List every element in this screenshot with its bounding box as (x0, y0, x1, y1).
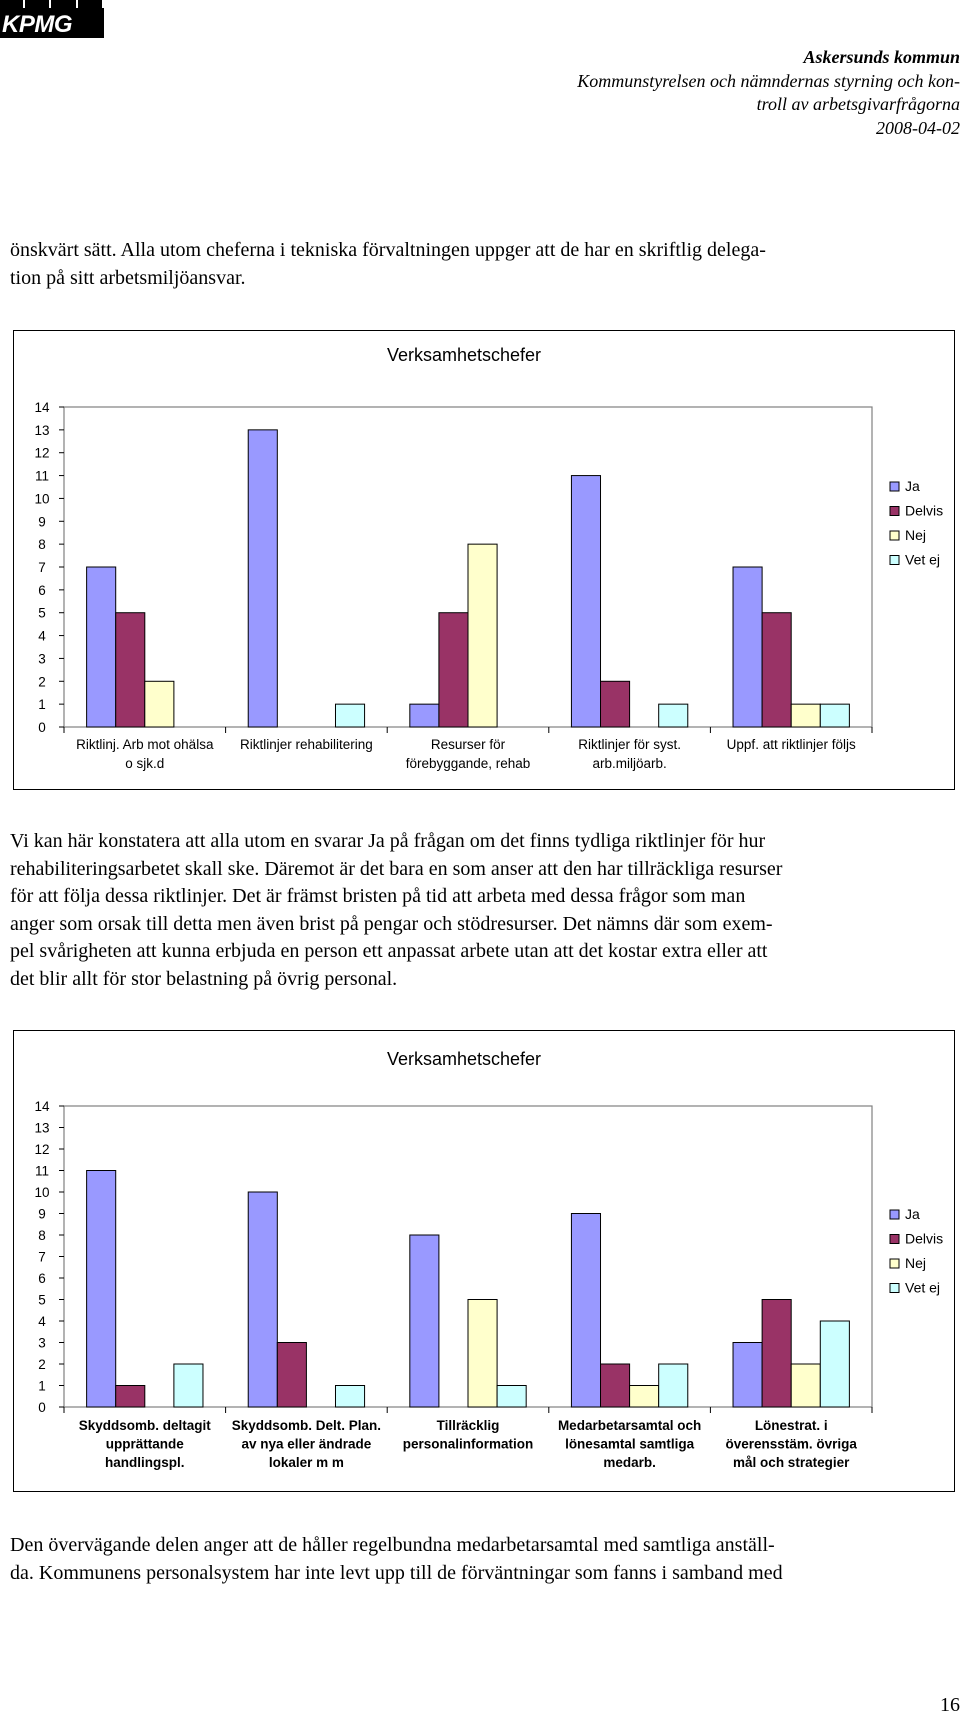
y-tick-label: 2 (38, 1357, 46, 1372)
bar (116, 613, 145, 727)
y-tick-label: 3 (38, 1335, 46, 1351)
y-tick-label: 2 (38, 674, 46, 690)
subtitle-line-2: troll av arbetsgivarfrågorna (756, 94, 960, 114)
bar (410, 1235, 439, 1407)
chart-1 (13, 330, 955, 790)
paragraph-line: pel svårigheten att kunna erbjuda en person ett anpassat arbete utan att det kostar extra eller att (10, 940, 768, 963)
y-tick-label: 7 (38, 1249, 46, 1265)
legend-swatch (890, 1284, 899, 1293)
bar (659, 1364, 688, 1407)
bar (791, 1364, 820, 1407)
category-label: o sjk.d (125, 756, 165, 771)
y-tick-label: 7 (38, 560, 46, 575)
legend-swatch (890, 1259, 899, 1268)
y-tick-label: 9 (38, 1206, 46, 1222)
bar (439, 613, 468, 727)
paragraph-line: anger som orsak till detta men även brist på pengar och stödresurser. Det nämns där som exem- (10, 912, 773, 935)
logo-blocks (0, 0, 104, 8)
bar (497, 1386, 526, 1408)
category-label: upprättande (105, 1436, 184, 1452)
chart-1-svg (14, 331, 954, 789)
bar (820, 1321, 849, 1407)
bar (659, 704, 688, 727)
y-tick-label: 0 (38, 720, 46, 735)
y-tick-label: 12 (34, 1142, 50, 1157)
category-label: Skyddsomb. deltagit (78, 1418, 211, 1433)
category-label: Uppf. att riktlinjer följs (726, 737, 856, 752)
category-label: mål och strategier (733, 1455, 850, 1470)
bar (630, 1386, 659, 1408)
legend-swatch (890, 482, 899, 491)
bar (248, 1192, 277, 1407)
legend-swatch (890, 556, 899, 565)
y-tick-label: 4 (38, 628, 46, 644)
paragraph-line: tion på sitt arbetsmiljöansvar. (10, 266, 246, 289)
legend-label: Delvis (905, 502, 944, 519)
y-tick-label: 1 (38, 697, 46, 713)
bar (335, 1386, 364, 1408)
y-tick-label: 4 (38, 1314, 46, 1329)
legend-label: Nej (905, 1255, 927, 1271)
category-label: Tillräcklig (436, 1418, 500, 1433)
paragraph-3 (10, 1532, 952, 1587)
category-label: arb.miljöarb. (592, 756, 667, 771)
y-tick-label: 11 (34, 468, 50, 484)
legend-label: Vet ej (905, 551, 941, 568)
legend-swatch (890, 507, 899, 516)
organization-name: Askersunds kommun (803, 47, 960, 67)
y-tick-label: 14 (34, 400, 50, 415)
y-tick-label: 6 (38, 582, 46, 598)
category-label: lokaler m m (268, 1455, 344, 1470)
legend-swatch (890, 1210, 899, 1219)
bar (116, 1386, 145, 1408)
kpmg-logo (0, 0, 104, 38)
legend-label: Ja (905, 1206, 920, 1222)
bar (277, 1343, 306, 1408)
chart-2 (13, 1030, 955, 1492)
y-tick-label: 12 (34, 445, 50, 461)
bar (87, 567, 116, 727)
y-tick-label: 10 (34, 491, 50, 507)
y-tick-label: 9 (38, 514, 46, 530)
paragraph-line: önskvärt sätt. Alla utom cheferna i tekniska förvaltningen uppger att de har en skriftlig delega- (10, 239, 766, 261)
y-tick-label: 13 (34, 422, 50, 438)
bar (762, 613, 791, 727)
bar (335, 704, 364, 727)
category-label: av nya eller ändrade (241, 1436, 372, 1452)
legend-swatch (890, 531, 899, 540)
page-number: 16 (940, 1694, 960, 1716)
category-label: Riktlinj. Arb mot ohälsa (76, 737, 214, 752)
category-label: Riktlinjer för syst. (578, 737, 681, 752)
y-tick-label: 3 (38, 651, 46, 667)
bar (145, 681, 174, 727)
category-label: Medarbetarsamtal och (557, 1418, 702, 1433)
category-label: överensstäm. övriga (725, 1436, 857, 1452)
bar (248, 430, 277, 727)
category-label: förebyggande, rehab (405, 756, 531, 771)
y-tick-label: 8 (38, 537, 46, 553)
legend-label: Nej (905, 527, 927, 543)
paragraph-line: det blir allt för stor belastning på övrig personal. (10, 967, 398, 990)
bar (601, 681, 630, 727)
y-tick-label: 10 (34, 1185, 50, 1200)
category-label: Riktlinjer rehabilitering (239, 737, 373, 752)
bar (820, 704, 849, 727)
y-tick-label: 5 (38, 605, 46, 621)
chart-title: Verksamhetschefer (386, 1049, 542, 1069)
paragraph-1 (10, 237, 952, 292)
category-label: personalinformation (402, 1436, 534, 1452)
y-tick-label: 8 (38, 1228, 46, 1243)
bar (87, 1171, 116, 1408)
page-header (500, 46, 960, 140)
bar (174, 1364, 203, 1407)
paragraph-line: Vi kan här konstatera att alla utom en svarar Ja på frågan om det finns tydliga riktlinjer för hur (10, 830, 766, 852)
subtitle-line-1: Kommunstyrelsen och nämndernas styrning och kon- (577, 70, 960, 91)
y-tick-label: 0 (38, 1400, 46, 1415)
report-date: 2008-04-02 (876, 117, 960, 138)
legend-swatch (890, 1235, 899, 1244)
bar (571, 476, 600, 727)
bar (791, 704, 820, 727)
category-label: handlingspl. (105, 1455, 185, 1470)
y-tick-label: 5 (38, 1292, 46, 1308)
bar (571, 1214, 600, 1408)
bar (733, 567, 762, 727)
y-tick-label: 14 (34, 1099, 50, 1114)
paragraph-line: Den övervägande delen anger att de håller regelbundna medarbetarsamtal med samtliga anställ- (10, 1534, 775, 1556)
paragraph-line: rehabiliteringsarbetet skall ske. Däremot är det bara en som anser att den har tillräckliga resurser (10, 857, 783, 880)
bar (733, 1343, 762, 1408)
bar (410, 704, 439, 727)
logo-text: KPMG (2, 11, 72, 38)
chart-2-svg (14, 1031, 954, 1491)
legend-label: Ja (905, 478, 920, 494)
category-label: Resurser för (430, 737, 506, 752)
legend-label: Vet ej (905, 1279, 941, 1296)
paragraph-line: för att följa dessa riktlinjer. Det är främst bristen på tid att arbeta med dessa frågor som man (10, 885, 746, 908)
y-tick-label: 1 (38, 1378, 46, 1394)
y-tick-label: 11 (34, 1163, 50, 1179)
category-label: lönesamtal samtliga (565, 1436, 695, 1452)
y-tick-label: 13 (34, 1120, 50, 1136)
paragraph-line: da. Kommunens personalsystem har inte levt upp till de förväntningar som fanns i samband med (10, 1561, 783, 1584)
bar (762, 1300, 791, 1408)
y-tick-label: 6 (38, 1271, 46, 1286)
category-label: medarb. (603, 1455, 656, 1470)
paragraph-2 (10, 828, 952, 994)
bar (468, 544, 497, 727)
bar (468, 1300, 497, 1408)
category-label: Skyddsomb. Delt. Plan. (231, 1418, 382, 1433)
category-label: Lönestrat. i (754, 1418, 828, 1433)
chart-title: Verksamhetschefer (386, 345, 542, 365)
legend-label: Delvis (905, 1230, 944, 1247)
bar (601, 1364, 630, 1407)
